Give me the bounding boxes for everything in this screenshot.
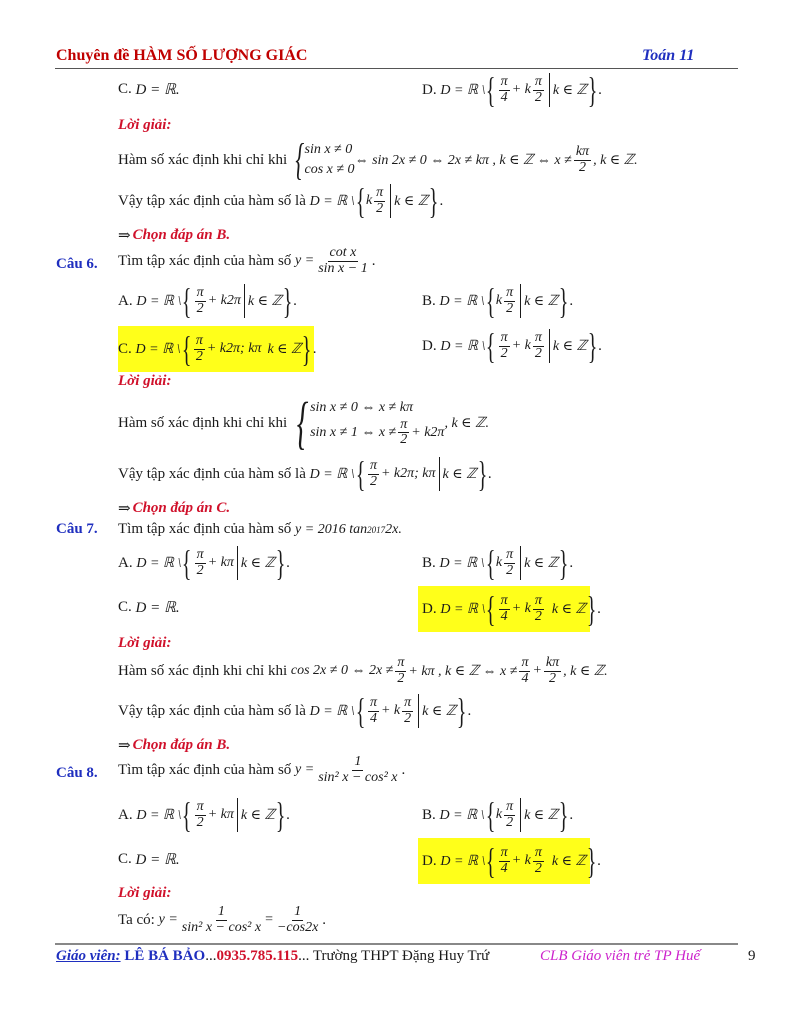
question-prompt: Tìm tập xác định của hàm số y = $\frac{1}{\text{sin² x − cos² x}}$ . bbox=[118, 754, 406, 785]
set-condition: k ∈ ℤ bbox=[552, 82, 587, 98]
question-label: Câu 6. bbox=[56, 256, 98, 272]
function-expr: y = bbox=[295, 253, 315, 269]
header-divider bbox=[55, 68, 738, 69]
solution-title: Lời giải: bbox=[118, 885, 172, 901]
option-expr: D = ℝ \ bbox=[136, 293, 182, 309]
school-name: ... Trường THPT Đặng Huy Trứ bbox=[298, 948, 490, 964]
option-a[interactable]: A. D = ℝ \ { $\frac{\pi}{2}$ + kπ k ∈ ℤ } . bbox=[118, 795, 290, 835]
solution-title: Lời giải: bbox=[118, 373, 172, 389]
teacher-name: LÊ BÁ BẢO bbox=[120, 948, 206, 964]
option-a[interactable]: A. D = ℝ \ { $\frac{\pi}{2}$ + kπ k ∈ ℤ } . bbox=[118, 543, 290, 583]
teacher-label: Giáo viên: bbox=[56, 948, 121, 964]
question-label: Câu 8. bbox=[56, 765, 98, 781]
option-label: D. bbox=[422, 337, 437, 354]
answer-line bbox=[118, 226, 230, 245]
implies-arrow-icon: ⇒ bbox=[118, 738, 131, 754]
fraction: $\frac{\pi}{2}$ bbox=[534, 73, 542, 105]
option-expr: D = ℝ \ bbox=[440, 82, 486, 98]
phone-number: 0935.785.115 bbox=[216, 948, 299, 964]
implies-arrow-icon: ⇒ bbox=[118, 501, 131, 517]
period: . bbox=[598, 81, 602, 98]
answer-line: ⇒ Chọn đáp án C. bbox=[118, 500, 231, 517]
option-b[interactable]: B. D = ℝ \ { k $\frac{\pi}{2}$ k ∈ ℤ } . bbox=[422, 543, 574, 583]
solution-text: Hàm số xác định khi chỉ khi bbox=[118, 151, 288, 168]
solution-conclusion: Vậy tập xác định của hàm số là D = ℝ \ { k $\frac{\pi}{2}$ k ∈ ℤ } . bbox=[118, 181, 444, 221]
fraction: $\frac{\text{cot x}}{\text{sin x − 1}}$ bbox=[318, 245, 368, 276]
fraction: $\frac{k\pi}{2}$ bbox=[575, 143, 590, 175]
question-label: Câu 7. bbox=[56, 521, 98, 537]
document-title: Chuyên đề HÀM SỐ LƯỢNG GIÁC bbox=[56, 47, 308, 64]
solution-line: Hàm số xác định khi chỉ khi { sin x ≠ 0 ⇔ x ≠ kπ sin x ≠ 1 ⇔ x ≠ $\frac{\pi}{2}$ + k2π , k ∈ ℤ. bbox=[118, 390, 489, 455]
separator: ... bbox=[205, 948, 217, 964]
left-brace: { bbox=[486, 70, 496, 110]
solution-line: Hàm số xác định khi chỉ khi cos 2x ≠ 0 ⇔ 2x ≠ $\frac{\pi}{2}$ + kπ , k ∈ ℤ ⇔ x ≠ $\frac{\pi}{4}$ + $\frac{k\pi}{2}$ , k ∈ ℤ. bbox=[118, 655, 608, 686]
footer-divider bbox=[55, 943, 738, 945]
solution-line: Ta có: y = $\frac{1}{\text{sin² x − cos² x}}$ = $\frac{1}{-\cos 2x}$ . bbox=[118, 904, 327, 935]
equation-system: { sin x ≠ 0 cos x ≠ 0 bbox=[295, 135, 355, 184]
solution-text: Vậy tập xác định của hàm số là bbox=[118, 192, 306, 209]
option-d-correct[interactable]: D. D = ℝ \ { $\frac{\pi}{4}$ + k $\frac{\pi}{2}$ k ∈ ℤ } . bbox=[418, 838, 590, 884]
club-name: CLB Giáo viên trẻ TP Huế bbox=[540, 948, 701, 964]
option-a[interactable]: A. D = ℝ \ { $\frac{\pi}{2}$ + k2π k ∈ ℤ } . bbox=[118, 281, 297, 321]
prev-option-d bbox=[422, 72, 602, 108]
page-number: 9 bbox=[748, 948, 756, 964]
option-b[interactable]: B. D = ℝ \ { k $\frac{\pi}{2}$ k ∈ ℤ } . bbox=[422, 281, 574, 321]
prompt-text: Tìm tập xác định của hàm số bbox=[118, 252, 292, 269]
option-label: C. bbox=[118, 340, 132, 357]
term: k bbox=[365, 193, 373, 208]
equation: , k ∈ ℤ. bbox=[593, 152, 638, 168]
solution-conclusion: Vậy tập xác định của hàm số là D = ℝ \ { $\frac{\pi}{2}$ + k2π; kπ k ∈ ℤ } . bbox=[118, 454, 492, 494]
option-c[interactable]: C. D = ℝ. bbox=[118, 599, 180, 616]
option-expr: D = ℝ. bbox=[135, 82, 180, 98]
answer-text: Chọn đáp án B. bbox=[132, 227, 231, 243]
option-label: D. bbox=[422, 81, 437, 98]
fraction: $\frac{\pi}{4}$ bbox=[500, 73, 508, 105]
implies-arrow-icon: ⇒ bbox=[118, 228, 131, 244]
solution-line bbox=[118, 135, 638, 184]
solution-conclusion: Vậy tập xác định của hàm số là D = ℝ \ { $\frac{\pi}{4}$ + k $\frac{\pi}{2}$ k ∈ ℤ } . bbox=[118, 691, 472, 731]
solution-title: Lời giải: bbox=[118, 117, 172, 133]
option-c-correct[interactable]: C. D = ℝ \ { $\frac{\pi}{2}$ + k2π; kπ k ∈ ℤ } . bbox=[118, 326, 314, 372]
option-label: C. bbox=[118, 81, 132, 97]
prev-option-c bbox=[118, 80, 180, 99]
equation: ⇔ sin 2x ≠ 0 ⇔ 2x ≠ kπ , k ∈ ℤ ⇔ x ≠ bbox=[354, 152, 572, 168]
term: + k bbox=[511, 82, 531, 97]
option-label: A. bbox=[118, 292, 133, 309]
option-c[interactable]: C. D = ℝ. bbox=[118, 851, 180, 868]
option-expr: D = ℝ \ bbox=[309, 193, 355, 209]
right-brace: } bbox=[587, 70, 598, 110]
answer-line: ⇒ Chọn đáp án B. bbox=[118, 737, 231, 754]
solution-title: Lời giải: bbox=[118, 635, 172, 651]
equation-system: { sin x ≠ 0 ⇔ x ≠ kπ sin x ≠ 1 ⇔ x ≠ $\frac{\pi}{2}$ + k2π bbox=[296, 390, 445, 455]
question-prompt: Tìm tập xác định của hàm số y = $\frac{\text{cot x}}{\text{sin x − 1}}$ . bbox=[118, 245, 376, 276]
fraction: $\frac{\pi}{2}$ bbox=[376, 184, 384, 216]
set-condition: k ∈ ℤ bbox=[394, 193, 429, 209]
question-prompt: Tìm tập xác định của hàm số y = 2016 tan 2017 2x. bbox=[118, 521, 402, 537]
option-d[interactable]: D. D = ℝ \ { $\frac{\pi}{2}$ + k $\frac{\pi}{2}$ k ∈ ℤ } . bbox=[422, 326, 602, 366]
option-d-correct[interactable]: D. D = ℝ \ { $\frac{\pi}{4}$ + k $\frac{\pi}{2}$ k ∈ ℤ } . bbox=[418, 586, 590, 632]
subject-label: Toán 11 bbox=[642, 47, 695, 64]
option-b[interactable]: B. D = ℝ \ { k $\frac{\pi}{2}$ k ∈ ℤ } . bbox=[422, 795, 574, 835]
set-bar bbox=[549, 73, 550, 107]
footer-author bbox=[56, 948, 489, 965]
option-label: B. bbox=[422, 292, 436, 309]
